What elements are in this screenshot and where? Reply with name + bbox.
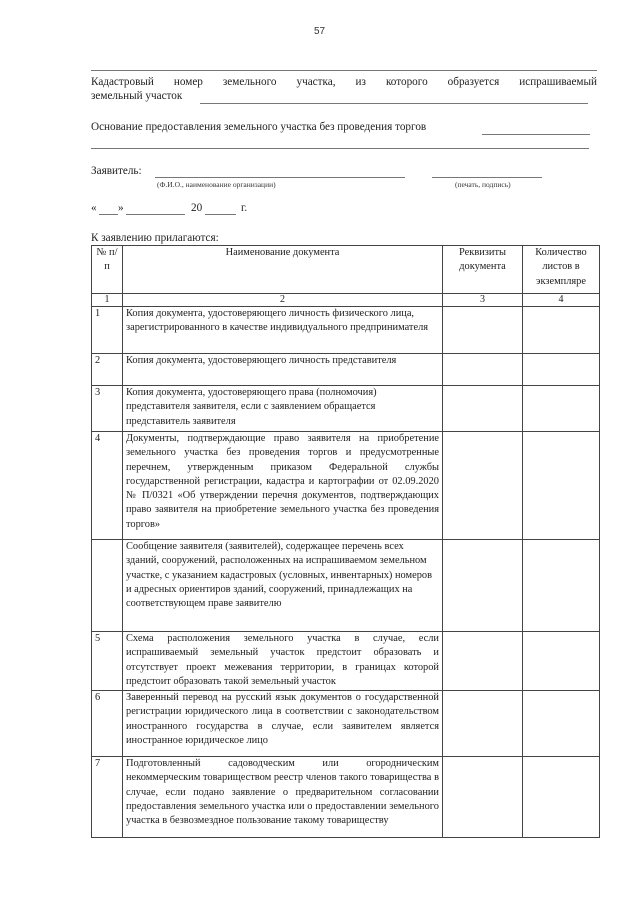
- row-num: 1: [92, 307, 123, 354]
- date-month-line[interactable]: [126, 214, 185, 215]
- basis-label: Основание предоставления земельного участка без проведения торгов: [91, 121, 427, 133]
- header-sheets: Количество листов в экземпляре: [523, 246, 600, 294]
- row-requisites-cell[interactable]: [443, 540, 523, 632]
- attachments-table: [91, 245, 600, 838]
- row-sheets-cell[interactable]: [523, 691, 600, 757]
- applicant-name-line[interactable]: [155, 177, 405, 178]
- row-sheets-cell[interactable]: [523, 757, 600, 838]
- row-text: Копия документа, удостоверяющего личность физического лица, зарегистрированного в качестве индивидуального предпринимателя: [123, 307, 443, 354]
- table-row: [92, 632, 600, 691]
- caption-name: (Ф.И.О., наименование организации): [157, 180, 276, 189]
- cadastral-line-1: Кадастровый номер земельного участка, из которого образуется испрашиваемый: [91, 76, 597, 88]
- row-num: [92, 540, 123, 632]
- row-requisites-cell[interactable]: [443, 432, 523, 540]
- row-sheets-cell[interactable]: [523, 632, 600, 691]
- row-num: 6: [92, 691, 123, 757]
- row-requisites-cell[interactable]: [443, 632, 523, 691]
- row-text: Схема расположения земельного участка в случае, если испрашиваемый земельный участок предстоит образовать и отсутствует проект межевания территории, в границах которой предстоит образовать такой земельный участок: [123, 632, 443, 691]
- header-requisites: Реквизиты документа: [443, 246, 523, 294]
- row-num: 2: [92, 354, 123, 386]
- table-index-row: [92, 294, 600, 307]
- date-year-suffix: г.: [241, 202, 248, 214]
- attachments-title: К заявлению прилагаются:: [91, 232, 219, 244]
- row-text: Подготовленный садоводческим или огородническим некоммерческим товариществом реестр членов такого товарищества в случае, если подано заявление о предварительном согласовании предоставления земельного участка или о предоставлении земельного участка в безвозмездное пользование такому товариществу: [123, 757, 443, 838]
- table-row: [92, 386, 600, 432]
- date-year-line[interactable]: [205, 214, 236, 215]
- top-rule: [91, 70, 597, 71]
- date-day-line[interactable]: [99, 214, 118, 215]
- table-row: [92, 307, 600, 354]
- header-name: Наименование документа: [123, 246, 443, 294]
- index-cell: 4: [523, 294, 600, 307]
- row-num: 7: [92, 757, 123, 838]
- row-text: Заверенный перевод на русский язык документов о государственной регистрации юридического лица в соответствии с законодательством иностранного государства в случае, если заявителем является иностранное юридическое лицо: [123, 691, 443, 757]
- cadastral-fill-line[interactable]: [200, 103, 588, 104]
- date-open-quote: «: [91, 202, 97, 214]
- cadastral-line-2: земельный участок: [91, 90, 183, 102]
- row-text: Копия документа, удостоверяющего личность представителя: [123, 354, 443, 386]
- index-cell: 3: [443, 294, 523, 307]
- date-year-prefix: 20: [191, 202, 203, 214]
- table-row: [92, 691, 600, 757]
- index-cell: 2: [123, 294, 443, 307]
- table-header-row: [92, 246, 600, 294]
- applicant-sign-line[interactable]: [432, 177, 542, 178]
- row-requisites-cell[interactable]: [443, 354, 523, 386]
- row-requisites-cell[interactable]: [443, 386, 523, 432]
- row-requisites-cell[interactable]: [443, 307, 523, 354]
- row-sheets-cell[interactable]: [523, 307, 600, 354]
- row-text: Копия документа, удостоверяющего права (полномочия) представителя заявителя, если с заявлением обращается представитель заявителя: [123, 386, 443, 432]
- row-sheets-cell[interactable]: [523, 432, 600, 540]
- table-row: [92, 432, 600, 540]
- table-row: [92, 757, 600, 838]
- index-cell: 1: [92, 294, 123, 307]
- basis-fill-line-2[interactable]: [91, 148, 589, 149]
- applicant-label: Заявитель:: [91, 165, 142, 177]
- row-num: 4: [92, 432, 123, 540]
- row-sheets-cell[interactable]: [523, 386, 600, 432]
- row-sheets-cell[interactable]: [523, 540, 600, 632]
- date-close-quote: »: [118, 202, 124, 214]
- row-text: Сообщение заявителя (заявителей), содержащее перечень всех зданий, сооружений, расположенных на испрашиваемом земельном участке, с указанием кадастровых (условных, инвентарных) номеров и адресных ориентиров зданий, сооружений, принадлежащих на соответствующем праве заявителю: [123, 540, 443, 632]
- page-number: 57: [313, 26, 326, 37]
- row-text: Документы, подтверждающие право заявителя на приобретение земельного участка без проведения торгов и предусмотренные перечнем, утвержденным приказом Федеральной службы государственной регистрации, кадастра и картографии от 02.09.2020 № П/0321 «Об утверждении перечня документов, подтверждающих право заявителя на приобретение земельного участка без проведения торгов»: [123, 432, 443, 540]
- caption-sign: (печать, подпись): [455, 180, 511, 189]
- row-requisites-cell[interactable]: [443, 691, 523, 757]
- header-num: № п/п: [92, 246, 123, 294]
- row-sheets-cell[interactable]: [523, 354, 600, 386]
- table-row: [92, 354, 600, 386]
- basis-fill-line[interactable]: [482, 134, 590, 135]
- row-requisites-cell[interactable]: [443, 757, 523, 838]
- table-row: [92, 540, 600, 632]
- row-num: 3: [92, 386, 123, 432]
- row-num: 5: [92, 632, 123, 691]
